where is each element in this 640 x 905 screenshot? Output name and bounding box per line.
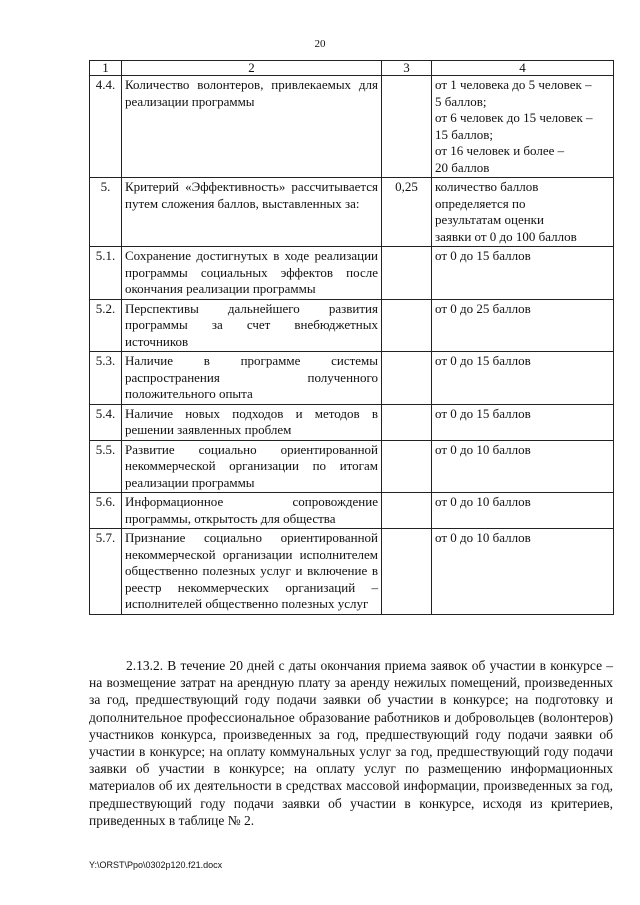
criterion-weight <box>382 76 432 178</box>
score-line: 5 баллов; <box>435 93 487 109</box>
criterion-weight <box>382 352 432 405</box>
header-col-2: 2 <box>122 61 382 76</box>
score-line: определяется по <box>435 195 526 211</box>
score-cell <box>432 299 614 352</box>
score-cell <box>432 440 614 493</box>
score-line: 15 баллов; <box>435 126 493 142</box>
criterion-text: Перспективы дальнейшего развития программы за счет внебюджетных источников <box>122 299 382 352</box>
score-line: заявки от 0 до 100 баллов <box>435 228 577 244</box>
criterion-text: Информационное сопровождение программы, открытость для общества <box>122 493 382 529</box>
table-row <box>90 529 614 615</box>
score-cell <box>432 404 614 440</box>
score-line: от 0 до 25 баллов <box>435 300 531 316</box>
criterion-weight <box>382 404 432 440</box>
header-col-1: 1 <box>90 61 122 76</box>
file-path-footer: Y:\ORST\Ppo\0302p120.f21.docx <box>89 860 223 870</box>
score-line: от 1 человека до 5 человек – <box>435 77 592 92</box>
score-line: количество баллов <box>435 179 539 194</box>
header-col-3: 3 <box>382 61 432 76</box>
score-line: от 6 человек до 15 человек – <box>435 110 593 125</box>
criterion-text: Наличие новых подходов и методов в решении заявленных проблем <box>122 404 382 440</box>
criterion-weight <box>382 529 432 615</box>
criterion-text: Количество волонтеров, привлекаемых для реализации программы <box>122 76 382 178</box>
row-number: 5.2. <box>90 299 122 352</box>
table-row <box>90 352 614 405</box>
row-number: 5.4. <box>90 404 122 440</box>
table-row <box>90 404 614 440</box>
criterion-weight: 0,25 <box>382 178 432 247</box>
criterion-weight <box>382 440 432 493</box>
row-number: 5. <box>90 178 122 247</box>
criterion-weight <box>382 247 432 300</box>
score-line: от 0 до 10 баллов <box>435 494 531 509</box>
criterion-text: Развитие социально ориентированной некоммерческой организации по итогам реализации программы <box>122 440 382 493</box>
score-cell <box>432 247 614 300</box>
table-row <box>90 76 614 178</box>
score-line: результатам оценки <box>435 212 544 227</box>
score-line: от 0 до 10 баллов <box>435 530 531 545</box>
score-line: от 0 до 10 баллов <box>435 441 531 457</box>
row-number: 5.5. <box>90 440 122 493</box>
row-number: 5.1. <box>90 247 122 300</box>
score-cell <box>432 178 614 247</box>
row-number: 5.7. <box>90 529 122 615</box>
table-header-row <box>90 61 614 76</box>
table-row <box>90 247 614 300</box>
page-number: 20 <box>314 38 326 50</box>
criterion-weight <box>382 493 432 529</box>
header-col-4: 4 <box>432 61 614 76</box>
table-row <box>90 440 614 493</box>
score-line: от 0 до 15 баллов <box>435 405 531 421</box>
criterion-text: Сохранение достигнутых в ходе реализации программы социальных эффектов после окончания реализации программы <box>122 247 382 300</box>
table-row <box>90 299 614 352</box>
criterion-text: Критерий «Эффективность» рассчитывается путем сложения баллов, выставленных за: <box>122 178 382 247</box>
table-row <box>90 178 614 247</box>
row-number: 5.6. <box>90 493 122 529</box>
score-line: от 16 человек и более – <box>435 143 565 158</box>
score-cell <box>432 352 614 405</box>
row-number: 4.4. <box>90 76 122 178</box>
score-cell <box>432 493 614 529</box>
paragraph-2-13-2: 2.13.2. В течение 20 дней с даты окончания приема заявок об участии в конкурсе – на возмещение затрат на арендную плату за аренду нежилых помещений, произведенных за год, предшествующий году подачи заявки об участии в конкурсе; на подготовку и дополнительное профессиональное образование работников и добровольцев (волонтеров) участников конкурса, произведенных за год, предшествующий году подачи заявки об участии в конкурсе; на оплату коммунальных услуг за год, предшествующий году подачи заявки об участии в конкурсе; на оплату услуг по размещению информационных материалов об их деятельности в средствах массовой информации, произведенных за год, предшествующий году подачи заявки об участии в конкурсе, исходя из критериев, приведенных в таблице № 2. <box>89 658 613 828</box>
criterion-weight <box>382 299 432 352</box>
score-line: от 0 до 15 баллов <box>435 353 531 368</box>
criterion-text: Наличие в программе системы распространения полученного положительного опыта <box>122 352 382 405</box>
score-cell <box>432 76 614 178</box>
table-row <box>90 493 614 529</box>
criteria-table <box>89 60 614 615</box>
score-line: от 0 до 15 баллов <box>435 248 531 263</box>
criterion-text: Признание социально ориентированной некоммерческой организации исполнителем общественно полезных услуг и включение в реестр некоммерческих организаций – исполнителей общественно полезных услуг <box>122 529 382 615</box>
row-number: 5.3. <box>90 352 122 405</box>
score-line: 20 баллов <box>435 159 490 175</box>
score-cell <box>432 529 614 615</box>
